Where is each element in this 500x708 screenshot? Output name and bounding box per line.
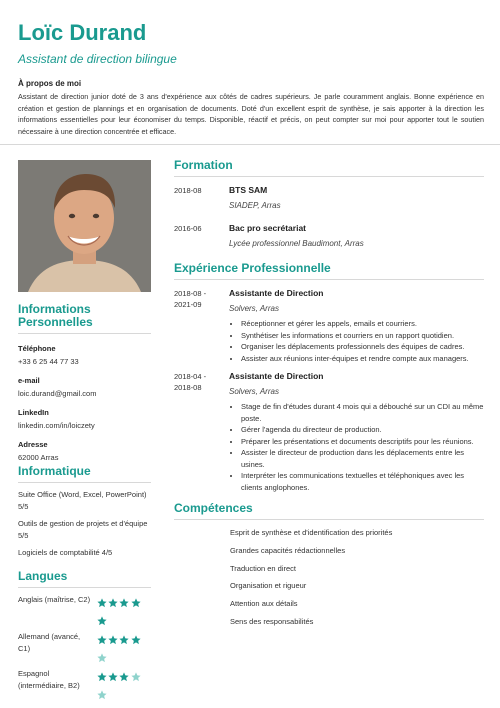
language-rating [97,669,151,705]
experience-entry [174,288,484,364]
info-item-phone [18,344,151,366]
star-filled-icon [108,669,118,679]
skill-item: Esprit de synthèse et d'identification des priorités [230,528,393,537]
info-item-email [18,376,151,398]
education-section [174,158,484,248]
skill-item: Grandes capacités rédactionnelles [230,545,346,555]
skills-list [174,527,484,627]
responsibility-item: • Préparer les présentations et documents descriptifs pour les réunions. [241,436,484,448]
personal-info-heading: Informations Personnelles [18,302,93,329]
experience-heading: Expérience Professionnelle [174,261,331,275]
responsibility-item: • Synthétiser les informations et courriers en un rapport quotidien. [241,330,484,342]
languages-heading: Langues [18,569,68,583]
it-section [18,465,151,559]
entry-subtitle: SIADEP, Arras [229,201,281,210]
star-filled-icon [97,632,107,642]
entry-date: 2018-04 - 2018-08 [174,372,207,392]
skills-section [174,501,484,627]
education-heading: Formation [174,158,233,172]
experience-section [174,261,484,493]
info-label: Téléphone [18,344,56,353]
left-column [18,160,151,292]
responsibility-item: • Interpréter les communications textuelles et téléphoniques avec les clients anglophones. [241,470,484,493]
skill-item: Sens des responsabilités [230,616,314,626]
responsibility-list [229,318,484,364]
personal-info-section [18,303,151,462]
responsibility-item: • Assister le directeur de production dans les déplacements entre les usines. [241,447,484,470]
responsibility-item: • Réceptionner et gérer les appels, emails et courriers. [241,318,484,330]
education-entry [174,223,484,248]
responsibility-item: • Assister aux réunions inter-équipes et rendre compte aux managers. [241,353,484,365]
section-rule [174,176,484,177]
star-filled-icon [97,613,107,623]
language-name: Espagnol (intermédiaire, B2) [18,669,80,690]
entry-subtitle: Lycée professionnel Baudimont, Arras [229,239,364,248]
resume-header [18,20,484,66]
info-item-address [18,440,151,462]
section-rule [18,482,151,483]
address-value: 62000 Arras [18,453,59,462]
star-filled-icon [108,595,118,605]
entry-title: Assistante de Direction [229,288,324,298]
star-filled-icon [108,632,118,642]
it-heading: Informatique [18,464,91,478]
responsibility-list [229,401,484,493]
info-label: LinkedIn [18,408,49,417]
languages-section [18,570,151,699]
entry-date: 2016-06 [174,224,202,233]
entry-date: 2018-08 [174,186,202,195]
language-rating [97,595,151,631]
linkedin-value: linkedin.com/in/loiczety [18,421,95,430]
language-name: Anglais (maîtrise, C2) [18,595,91,604]
section-rule [18,587,151,588]
star-empty-icon [97,687,107,697]
star-filled-icon [131,632,141,642]
education-entry [174,185,484,210]
language-name: Allemand (avancé, C1) [18,632,81,653]
it-item: Logiciels de comptabilité 4/5 [18,548,113,557]
star-filled-icon [119,632,129,642]
skill-item: Traduction en direct [230,563,297,573]
star-filled-icon [119,669,129,679]
skills-heading: Compétences [174,501,253,515]
profile-photo [18,160,151,292]
candidate-name: Loïc Durand [18,20,147,45]
section-rule [174,519,484,520]
about-section [18,79,484,137]
info-item-linkedin [18,408,151,430]
right-column [174,158,484,634]
entry-title: BTS SAM [229,185,268,195]
section-rule [18,333,151,334]
language-row [18,631,151,662]
responsibility-item: • Stage de fin d'études durant 4 mois qui a débouché sur un CDI au même poste. [241,401,484,424]
entry-subtitle: Solvers, Arras [229,304,279,313]
email-value: loic.durand@gmail.com [18,389,97,398]
job-title: Assistant de direction bilingue [18,52,177,66]
skill-item: Organisation et rigueur [230,581,307,591]
entry-subtitle: Solvers, Arras [229,387,279,396]
entry-date: 2018-08 - 2021-09 [174,289,207,309]
it-item: Suite Office (Word, Excel, PowerPoint) 5/5 [18,490,147,511]
language-row [18,594,151,625]
language-rating [97,632,151,668]
star-empty-icon [97,650,107,660]
info-label: Adresse [18,440,48,449]
skill-item: Attention aux détails [230,599,298,609]
experience-entry [174,371,484,493]
responsibility-item: • Organiser les déplacements professionnels des équipes de cadres. [241,341,484,353]
star-filled-icon [97,595,107,605]
entry-title: Assistante de Direction [229,371,324,381]
star-filled-icon [119,595,129,605]
header-divider [0,144,500,145]
language-row [18,668,151,699]
responsibility-item: • Gérer l'agenda du directeur de production. [241,424,484,436]
star-filled-icon [131,595,141,605]
star-empty-icon [131,669,141,679]
it-item: Outils de gestion de projets et d'équipe 5/5 [18,519,148,540]
section-rule [174,279,484,280]
info-label: e-mail [18,376,40,385]
phone-value: +33 6 25 44 77 33 [18,357,79,366]
star-filled-icon [97,669,107,679]
entry-title: Bac pro secrétariat [229,223,307,233]
about-text: Assistant de direction junior doté de 3 ans d'expérience aux côtés de cadres supérieurs. Je parle couramment anglais. Bonne expérience en création et gestion de plannings et en organisation de documents. Doté d'un excellent esprit de synthèse, je sais apporter à la direction les informations essentielles pour leur économiser du temps. Disponible, réactif et précis, on peut compter sur moi pour apporter tout le soutien nécessaire à une direction concentrée et efficace. [18,92,484,136]
about-heading: À propos de moi [18,79,82,88]
